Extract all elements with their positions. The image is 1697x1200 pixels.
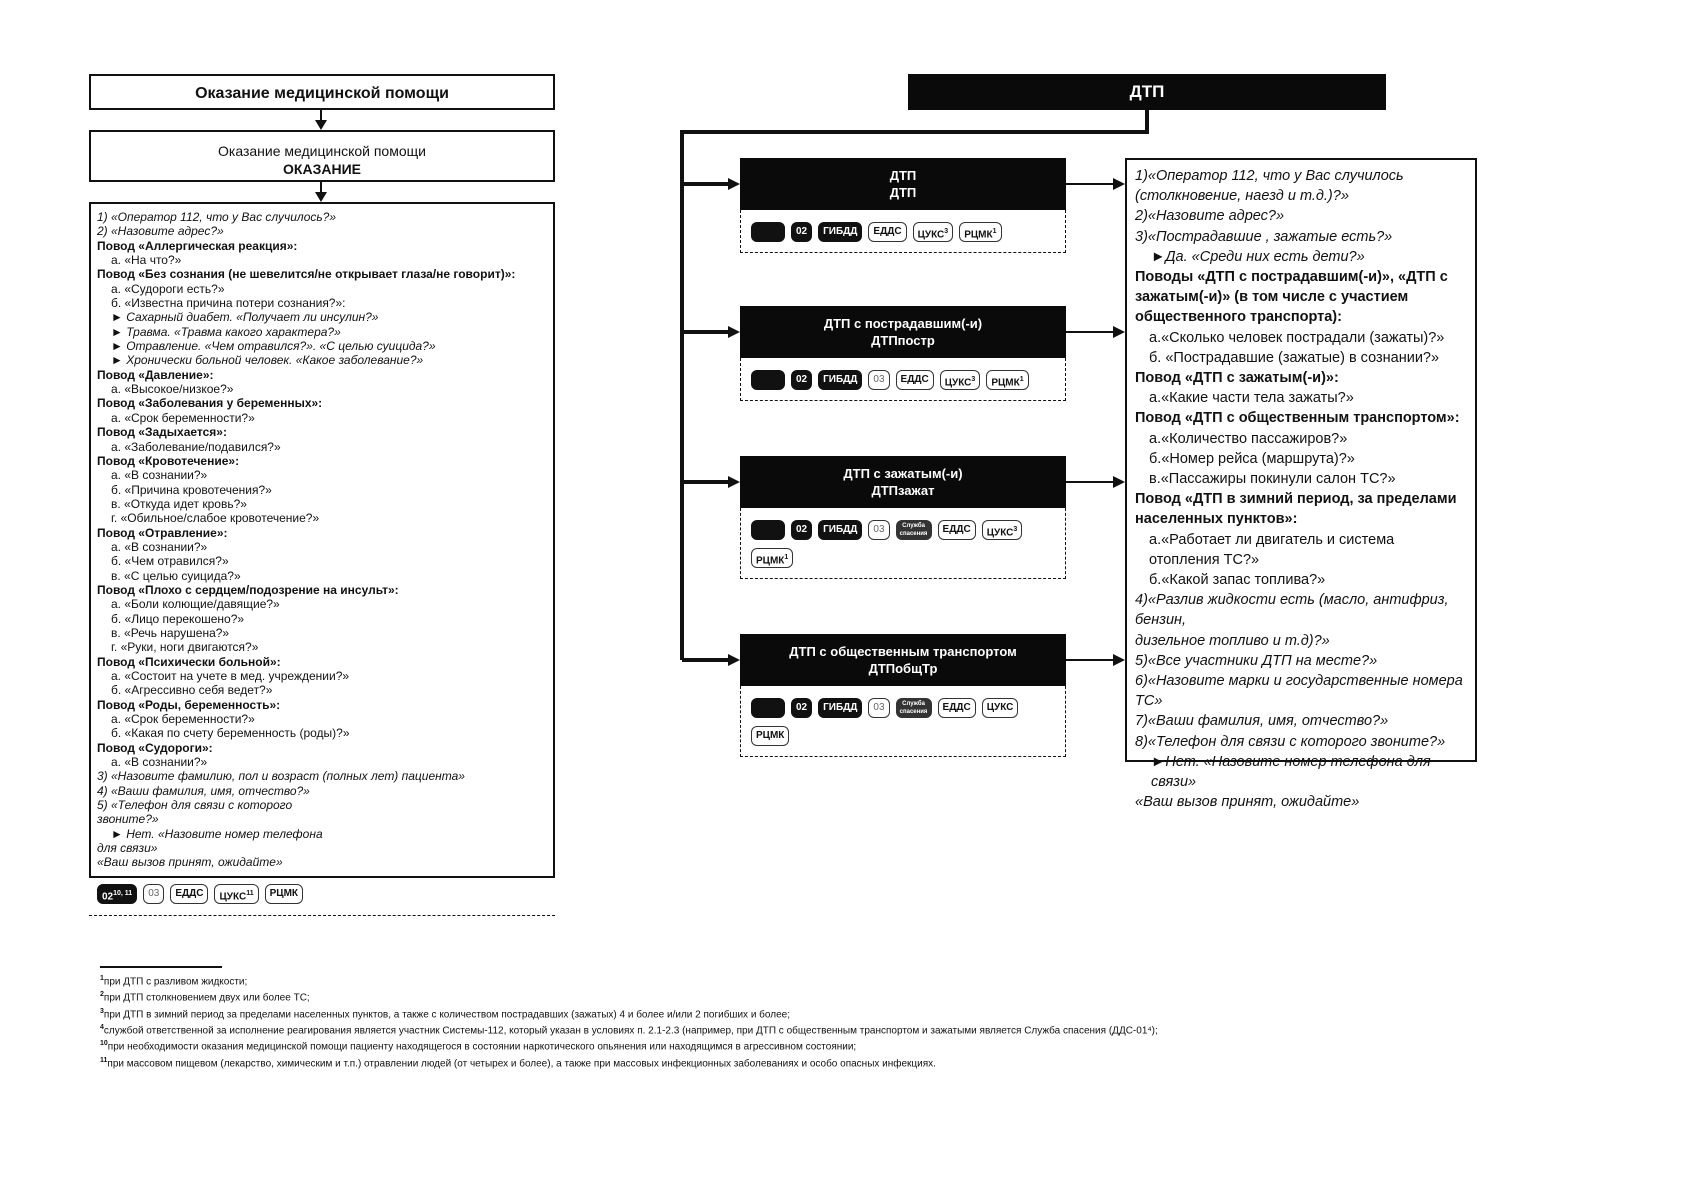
protocol-line: Повод «Судороги»: [97,740,213,755]
service-badge: РЦМК$^1$ [959,222,1001,242]
protocol-line: ► Травма. «Травма какого характера?» [111,324,341,339]
left-protocol-box [89,202,555,876]
service-badge: 02 [791,520,812,540]
protocol-line: а. «Состоит на учете в мед. учреждении?» [111,669,350,683]
dtp-card-header [740,306,1066,358]
dtp-card-title: ДТП с зажатым(-и) [843,466,963,481]
connector-line [680,130,684,660]
connector-line [682,330,728,334]
protocol-line: а.«Сколько человек пострадали (зажаты)?» [1149,329,1445,346]
service-badge: ЕДДС [868,222,906,242]
footnote-text: при ДТП с разливом жидкости; [103,976,248,988]
protocol-line: Повод «Роды, беременность»: [97,697,281,712]
dtp-protocol-box [1125,158,1477,811]
connector-line [1066,481,1114,483]
protocol-line: Повод «Отравление»: [97,525,228,540]
protocol-line: а. «Заболевание/подавился?» [111,439,281,454]
protocol-line: Повод «ДТП с зажатым(-и)»: [1135,370,1339,387]
protocol-line: Повод «Заболевания у беременных»: [97,396,323,411]
protocol-line: ► Нет. «Назовите номер телефона [111,826,323,841]
service-badge: Служба спасения [896,698,932,718]
protocol-line: звоните?» [97,812,159,827]
protocol-line: 8)«Телефон для связи с которого звоните?» [1135,733,1446,750]
protocol-line: в.«Пассажиры покинули салон ТС?» [1149,471,1396,488]
connector-arrow [1113,476,1125,488]
service-badge: ЕДДС [170,884,208,904]
service-badge [751,698,785,718]
protocol-line: Повод «Психически больной»: [97,654,281,669]
protocol-line: 2)«Назовите адрес?» [1135,208,1285,225]
protocol-line: для связи» [97,841,158,856]
protocol-line: в. «Речь нарушена?» [111,625,230,640]
service-badge: ЦУКС$^{11}$ [214,884,258,904]
service-badge-footnote: 3 [944,228,949,235]
protocol-line: б.«Номер рейса (маршрута)?» [1149,450,1355,467]
protocol-line: 3)«Пострадавшие , зажатые есть?» [1135,228,1393,245]
connector-arrow [315,192,327,202]
service-badge: ЦУКС$^3$ [940,370,981,390]
service-badge: РЦМК [265,884,303,904]
footnote-number: 11 [100,1056,108,1064]
service-badge: 02 [791,370,812,390]
footnotes [100,972,1158,1070]
protocol-line: ► Сахарный диабет. «Получает ли инсулин?» [111,310,379,325]
protocol-line: Повод «ДТП с общественным транспортом»: [1135,410,1460,427]
service-badge [751,370,785,390]
footnote [100,1005,1158,1021]
service-badge: ЦУКС [982,698,1019,718]
protocol-line: Повод «Задыхается»: [97,425,227,440]
connector-arrow [728,326,740,338]
footnote-number: 10 [100,1040,108,1048]
service-badge: 02$^{10, 11}$ [97,884,137,904]
connector-line [680,130,1149,134]
protocol-line: а.«Работает ли двигатель и система отопления ТС?» [1149,531,1395,568]
service-badge [751,520,785,540]
footnote [100,988,1158,1004]
protocol-line: в. «Откуда идет кровь?» [111,496,247,511]
protocol-line: а. «Срок беременности?» [111,410,255,425]
service-badge: ЦУКС$^3$ [913,222,954,242]
connector-arrow [728,654,740,666]
protocol-line: 6)«Назовите марки и государственные номера ТС» [1135,673,1463,710]
protocol-line: Поводы «ДТП с пострадавшим(-и)», «ДТП с [1135,269,1448,286]
protocol-line: а.«Количество пассажиров?» [1149,430,1348,447]
protocol-line: ►Нет. «Назовите номер телефона для связи» [1151,753,1431,791]
footnote-text: при необходимости оказания медицинской помощи пациенту находящегося в состоянии наркотического опьянения или находящимся в агрессивном состоянии; [107,1041,857,1053]
dtp-card-title: ДТП с общественным транспортом [789,644,1017,659]
service-badge: РЦМК [751,726,789,746]
connector-arrow [1113,326,1125,338]
protocol-line: ► Хронически больной человек. «Какое заболевание?» [111,353,424,368]
service-badge: ГИБДД [818,222,862,242]
footnote-text: при ДТП в зимний период за пределами населенных пунктов, а также с количеством пострадавших (зажатых) 4 и более и/или 2 погибших и более; [103,1008,790,1020]
protocol-line: б. «Лицо перекошено?» [111,611,245,626]
footnote [100,1021,1158,1037]
connector-arrow [728,178,740,190]
protocol-line: б. «Пострадавшие (зажатые) в сознании?» [1149,349,1440,366]
left-title: Оказание медицинской помощи [195,85,449,102]
left-title-box [89,74,555,110]
protocol-line: а.«Какие части тела зажаты?» [1149,390,1354,407]
service-badge: 03 [868,520,889,540]
dtp-card-header [740,158,1066,210]
service-badge: ЦУКС$^3$ [982,520,1023,540]
dtp-card-services [740,210,1066,253]
protocol-line: а. «Высокое/низкое?» [111,382,234,397]
dtp-card [740,306,1066,401]
protocol-line: «Ваш вызов принят, ожидайте» [97,855,283,870]
service-badge: 03 [143,884,164,904]
dtp-card [740,456,1066,579]
dtp-card-header [740,634,1066,686]
protocol-line: ►Да. «Среди них есть дети?» [1151,248,1365,265]
footnote-number: 1 [100,975,104,982]
dtp-card-code: ДТП [889,185,917,200]
service-badge-footnote: 11 [246,890,254,897]
connector-arrow [1113,178,1125,190]
protocol-line: населенных пунктов»: [1135,511,1298,528]
protocol-line: Повод «Давление»: [97,367,214,382]
footnote [100,1054,1158,1070]
protocol-line: Повод «Плохо с сердцем/подозрение на инсульт»: [97,582,399,597]
protocol-line: 5)«Все участники ДТП на месте?» [1135,652,1378,669]
protocol-line: Повод «Без сознания (не шевелится/не открывает глаза/не говорит)»: [97,267,516,282]
connector-line [1066,659,1114,661]
service-badge: 03 [868,698,889,718]
left-subtitle-box [89,130,555,182]
dtp-card-services [740,358,1066,401]
connector-arrow [728,476,740,488]
protocol-line: б. «Какая по счету беременность (роды)?» [111,726,350,741]
protocol-line: «Ваш вызов принят, ожидайте» [1135,794,1360,811]
service-badge-footnote: 3 [1013,526,1018,533]
service-badge: ГИБДД [818,698,862,718]
connector-line [682,182,728,186]
service-badge-footnote: 10, 11 [113,890,133,897]
dtp-card [740,634,1066,757]
service-badge: 03 [868,370,889,390]
protocol-line: б. «Агрессивно себя ведет?» [111,683,273,698]
dtp-card-code: ДТПпостр [871,333,935,348]
footnote-text: при ДТП столкновением двух или более ТС; [103,992,310,1004]
protocol-line: б. «Причина кровотечения?» [111,482,272,497]
left-services-badges [97,884,303,904]
protocol-line: 1) «Оператор 112, что у Вас случилось?» [97,210,337,224]
service-badge: 02 [791,698,812,718]
protocol-line: 5) «Телефон для связи с которого [97,798,293,813]
dtp-card-code: ДТПзажат [871,483,935,498]
protocol-line: а. «Срок беременности?» [111,712,255,727]
connector-line [1145,110,1149,132]
protocol-line: (столкновение, наезд и т.д.)?» [1135,188,1349,205]
footnote [100,1037,1158,1053]
footnote-text: при массовом пищевом (лекарство, химическим и т.п.) отравлении людей (от четырех и более), а также при массовых инфекционных заболеваниях и особо опасных инфекциях. [107,1057,936,1069]
dtp-card-services [740,508,1066,579]
protocol-line: б. «Чем отравился?» [111,554,229,569]
footnote-number: 3 [100,1007,104,1015]
service-badge-footnote: 1 [992,228,997,235]
protocol-line: б. «Известна причина потери сознания?»: [111,296,346,311]
service-badge: ЕДДС [938,520,976,540]
protocol-line: 2) «Назовите адрес?» [97,224,224,239]
dtp-card-code: ДТПобщТр [868,661,938,676]
protocol-line: зажатым(-и)» (в том числе с участием [1135,289,1409,306]
service-badge: РЦМК$^1$ [751,548,793,568]
protocol-line: 3) «Назовите фамилию, пол и возраст (полных лет) пациента» [97,769,465,784]
service-badge: 02 [791,222,812,242]
footnote-rule [100,966,222,968]
connector-line [682,480,728,484]
protocol-line: 4) «Ваши фамилия, имя, отчество?» [97,783,310,798]
service-badge: ЕДДС [896,370,934,390]
protocol-line: общественного транспорта): [1135,309,1342,326]
protocol-line: а. «В сознании?» [111,539,208,554]
footnote-text: службой ответственной за исполнение реагирования является участник Системы-112, который указан в условиях п. 2.1-2.3 (например, при ДТП с общественным транспортом и зажатыми является Служба спасения (ДДС-01⁴); [103,1025,1158,1037]
service-badge-footnote: 1 [784,554,789,561]
service-badge: ГИБДД [818,370,862,390]
protocol-line: ► Отравление. «Чем отравился?». «С целью суицида?» [111,339,436,354]
protocol-line: г. «Руки, ноги двигаются?» [111,640,259,655]
dtp-card-header [740,456,1066,508]
connector-arrow [315,120,327,130]
left-subtitle-line2: ОКАЗАНИЕ [283,161,361,177]
protocol-line: 1)«Оператор 112, что у Вас случилось [1135,168,1404,184]
protocol-line: 4)«Разлив жидкости есть (масло, антифриз, бензин, [1135,592,1449,629]
dtp-card [740,158,1066,253]
dtp-card-title: ДТП [889,168,917,183]
connector-line [1066,183,1114,185]
footnote-number: 2 [100,991,104,999]
protocol-line: а. «На что?» [111,253,182,268]
protocol-line: а. «В сознании?» [111,755,208,770]
dtp-card-services [740,686,1066,757]
protocol-line: а. «Судороги есть?» [111,281,225,296]
protocol-line: Повод «Аллергическая реакция»: [97,238,298,253]
service-badge: Служба спасения [896,520,932,540]
service-badge-footnote: 3 [971,376,976,383]
dtp-header [908,74,1386,110]
protocol-line: г. «Обильное/слабое кровотечение?» [111,511,320,526]
dtp-header-label: ДТП [1129,82,1165,101]
protocol-line: а. «В сознании?» [111,468,208,483]
protocol-line: а. «Боли колющие/давящие?» [111,597,280,612]
connector-arrow [1113,654,1125,666]
left-subtitle-line1: Оказание медицинской помощи [218,143,426,159]
service-badge: ГИБДД [818,520,862,540]
protocol-line: Повод «Кровотечение»: [97,453,240,468]
dtp-card-title: ДТП с пострадавшим(-и) [823,316,983,331]
protocol-line: дизельное топливо и т.д)?» [1135,632,1330,649]
protocol-line: Повод «ДТП в зимний период, за пределами [1135,491,1457,508]
service-badge-footnote: 1 [1019,376,1024,383]
service-badge [751,222,785,242]
footnote [100,972,1158,988]
connector-line [682,658,728,662]
service-badge: РЦМК$^1$ [986,370,1028,390]
service-badge: ЕДДС [938,698,976,718]
footnote-number: 4 [100,1023,104,1031]
protocol-line: в. «С целью суицида?» [111,568,241,583]
connector-line [1066,331,1114,333]
protocol-line: 7)«Ваши фамилия, имя, отчество?» [1135,713,1389,730]
protocol-line: б.«Какой запас топлива?» [1149,572,1326,589]
